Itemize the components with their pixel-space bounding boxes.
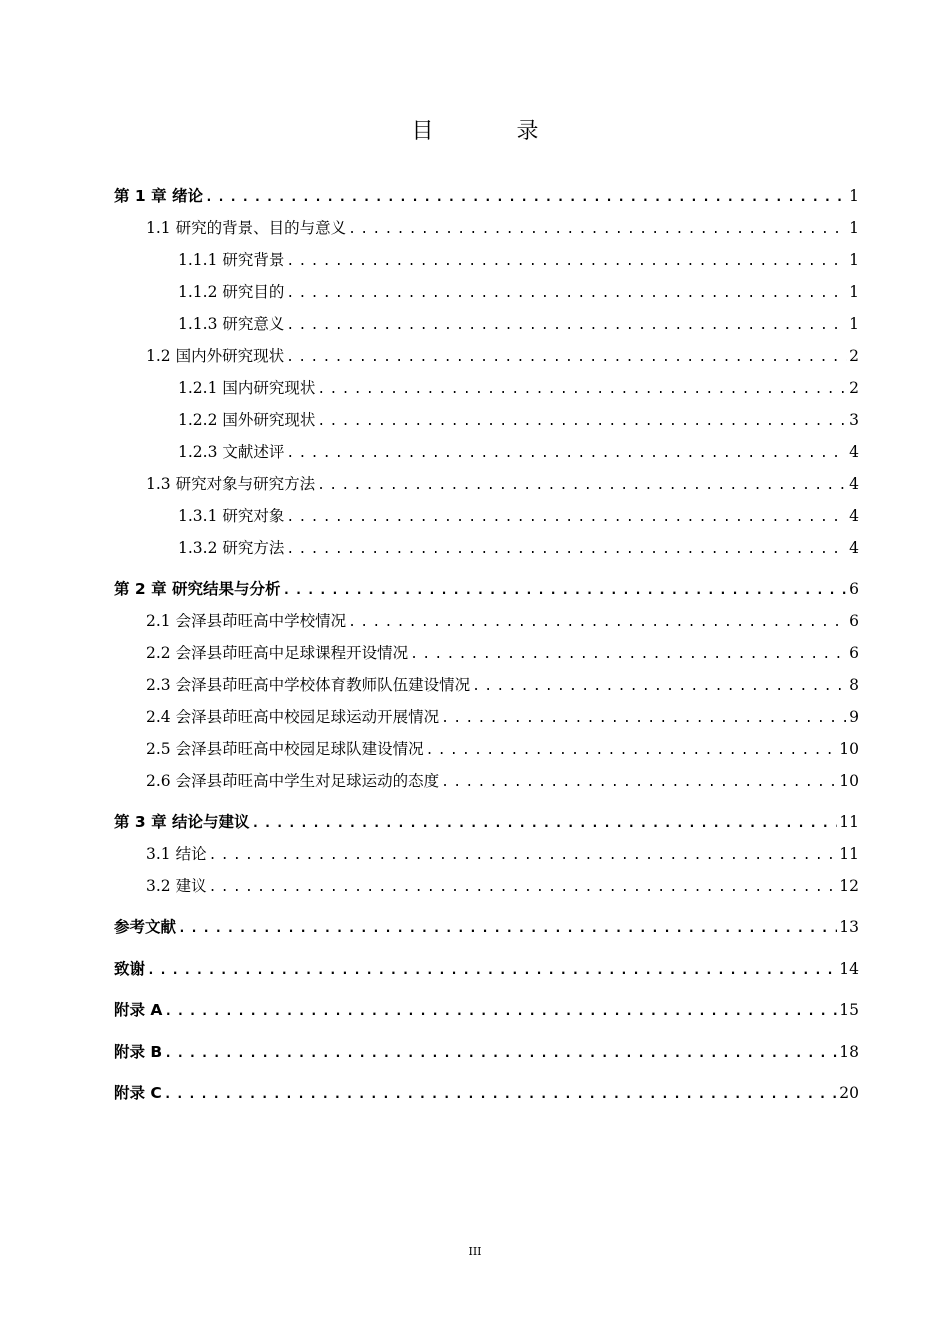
toc-entry-page: 4 <box>849 475 859 493</box>
toc-entry-page: 12 <box>839 877 859 895</box>
dot-leader <box>286 251 847 273</box>
dot-leader <box>348 612 847 634</box>
toc-entry[interactable] <box>114 958 859 980</box>
dot-leader <box>286 539 847 561</box>
dot-leader <box>209 877 838 899</box>
toc-entry[interactable] <box>146 473 859 495</box>
toc-entry-label: 1.1 研究的背景、目的与意义 <box>146 219 347 237</box>
toc-entry-page: 4 <box>849 443 859 461</box>
toc-entry-page: 14 <box>839 960 859 978</box>
dot-leader <box>441 708 847 730</box>
toc-entry[interactable] <box>146 674 859 696</box>
dot-leader <box>410 644 847 666</box>
toc-entry-page: 9 <box>849 708 859 726</box>
toc-entry[interactable] <box>114 1082 859 1104</box>
toc-entry[interactable] <box>114 916 859 938</box>
dot-leader <box>286 443 847 465</box>
dot-leader <box>286 347 847 369</box>
dot-leader <box>441 772 837 794</box>
toc-entry-label: 3.1 结论 <box>146 845 207 863</box>
toc-entry-page: 6 <box>849 580 859 598</box>
toc-entry-label: 参考文献 <box>114 918 177 936</box>
toc-entry-label: 致谢 <box>114 960 146 978</box>
toc-entry[interactable] <box>146 770 859 792</box>
toc-entry-page: 20 <box>839 1084 859 1102</box>
dot-leader <box>282 580 847 602</box>
toc-entry-page: 15 <box>839 1001 859 1019</box>
toc-entry[interactable] <box>114 999 859 1021</box>
toc-entry[interactable] <box>146 345 859 367</box>
dot-leader <box>317 475 847 497</box>
toc-entry-page: 1 <box>849 283 859 301</box>
dot-leader <box>317 379 847 401</box>
toc-entry[interactable] <box>178 313 859 335</box>
toc-entry-page: 10 <box>839 772 859 790</box>
dot-leader <box>164 1043 837 1065</box>
toc-entry-page: 2 <box>849 379 859 397</box>
toc-entry[interactable] <box>178 441 859 463</box>
toc-entry-label: 第 2 章 研究结果与分析 <box>114 580 281 598</box>
toc-entry-page: 11 <box>839 845 859 863</box>
toc-entry[interactable] <box>178 281 859 303</box>
dot-leader <box>426 740 838 762</box>
toc-entry-page: 10 <box>839 740 859 758</box>
toc-entry-page: 3 <box>849 411 859 429</box>
dot-leader <box>251 813 837 835</box>
dot-leader <box>348 219 847 241</box>
toc-entry-page: 4 <box>849 539 859 557</box>
toc-entry-label: 3.2 建议 <box>146 877 207 895</box>
toc-entry-label: 附录 C <box>114 1084 162 1102</box>
toc-entry[interactable] <box>146 706 859 728</box>
dot-leader <box>472 676 847 698</box>
toc-entry-label: 1.2.2 国外研究现状 <box>178 411 316 429</box>
toc-entry-label: 第 1 章 绪论 <box>114 187 203 205</box>
toc-entry[interactable] <box>114 811 859 833</box>
toc-entry[interactable] <box>146 738 859 760</box>
toc-entry[interactable] <box>178 537 859 559</box>
toc-entry[interactable] <box>146 875 859 897</box>
toc-entry-label: 1.3 研究对象与研究方法 <box>146 475 316 493</box>
dot-leader <box>164 1084 837 1106</box>
toc-entry-page: 6 <box>849 644 859 662</box>
toc-entry[interactable] <box>146 610 859 632</box>
dot-leader <box>286 283 847 305</box>
toc-entry[interactable] <box>114 1041 859 1063</box>
page-number: III <box>468 1245 482 1258</box>
toc-entry[interactable] <box>146 217 859 239</box>
dot-leader <box>205 187 847 209</box>
toc-entry-page: 18 <box>839 1043 859 1061</box>
toc-entry-label: 1.1.2 研究目的 <box>178 283 285 301</box>
toc-entry[interactable] <box>146 843 859 865</box>
toc-entry-label: 2.5 会泽县茚旺高中校园足球队建设情况 <box>146 740 424 758</box>
toc-entry-label: 1.1.3 研究意义 <box>178 315 285 333</box>
toc-entry-label: 1.2 国内外研究现状 <box>146 347 285 365</box>
toc-entry-page: 8 <box>849 676 859 694</box>
dot-leader <box>286 507 847 529</box>
toc-entry[interactable] <box>178 249 859 271</box>
toc-entry[interactable] <box>178 377 859 399</box>
toc-entry-label: 附录 B <box>114 1043 163 1061</box>
toc-entry-page: 1 <box>849 219 859 237</box>
toc-entry-label: 附录 A <box>114 1001 163 1019</box>
toc-entry-page: 11 <box>839 813 859 831</box>
toc-entry-label: 1.2.3 文献述评 <box>178 443 285 461</box>
dot-leader <box>147 960 837 982</box>
dot-leader <box>209 845 838 867</box>
page-title: 目 录 <box>411 119 577 144</box>
toc-entry-label: 2.3 会泽县茚旺高中学校体育教师队伍建设情况 <box>146 676 471 694</box>
toc-entry[interactable] <box>178 505 859 527</box>
dot-leader <box>178 918 837 940</box>
toc-entry-page: 6 <box>849 612 859 630</box>
toc-entry[interactable] <box>114 185 859 207</box>
toc-entry-label: 1.3.2 研究方法 <box>178 539 285 557</box>
toc-entry-page: 1 <box>849 187 859 205</box>
toc-entry-label: 2.4 会泽县茚旺高中校园足球运动开展情况 <box>146 708 440 726</box>
dot-leader <box>164 1001 837 1023</box>
dot-leader <box>286 315 847 337</box>
toc-entry-page: 2 <box>849 347 859 365</box>
toc-entry-label: 1.2.1 国内研究现状 <box>178 379 316 397</box>
toc-entry-label: 1.3.1 研究对象 <box>178 507 285 525</box>
toc-entry-label: 2.2 会泽县茚旺高中足球课程开设情况 <box>146 644 409 662</box>
toc-entry-page: 1 <box>849 315 859 333</box>
toc-entry-label: 1.1.1 研究背景 <box>178 251 285 269</box>
toc-entry-page: 1 <box>849 251 859 269</box>
toc-entry-page: 13 <box>839 918 859 936</box>
dot-leader <box>317 411 847 433</box>
toc-entry[interactable] <box>114 578 859 600</box>
toc-entry-label: 2.1 会泽县茚旺高中学校情况 <box>146 612 347 630</box>
toc-entry[interactable] <box>146 642 859 664</box>
toc-entry-label: 2.6 会泽县茚旺高中学生对足球运动的态度 <box>146 772 440 790</box>
toc-entry[interactable] <box>178 409 859 431</box>
toc-entry-label: 第 3 章 结论与建议 <box>114 813 250 831</box>
toc-entry-page: 4 <box>849 507 859 525</box>
